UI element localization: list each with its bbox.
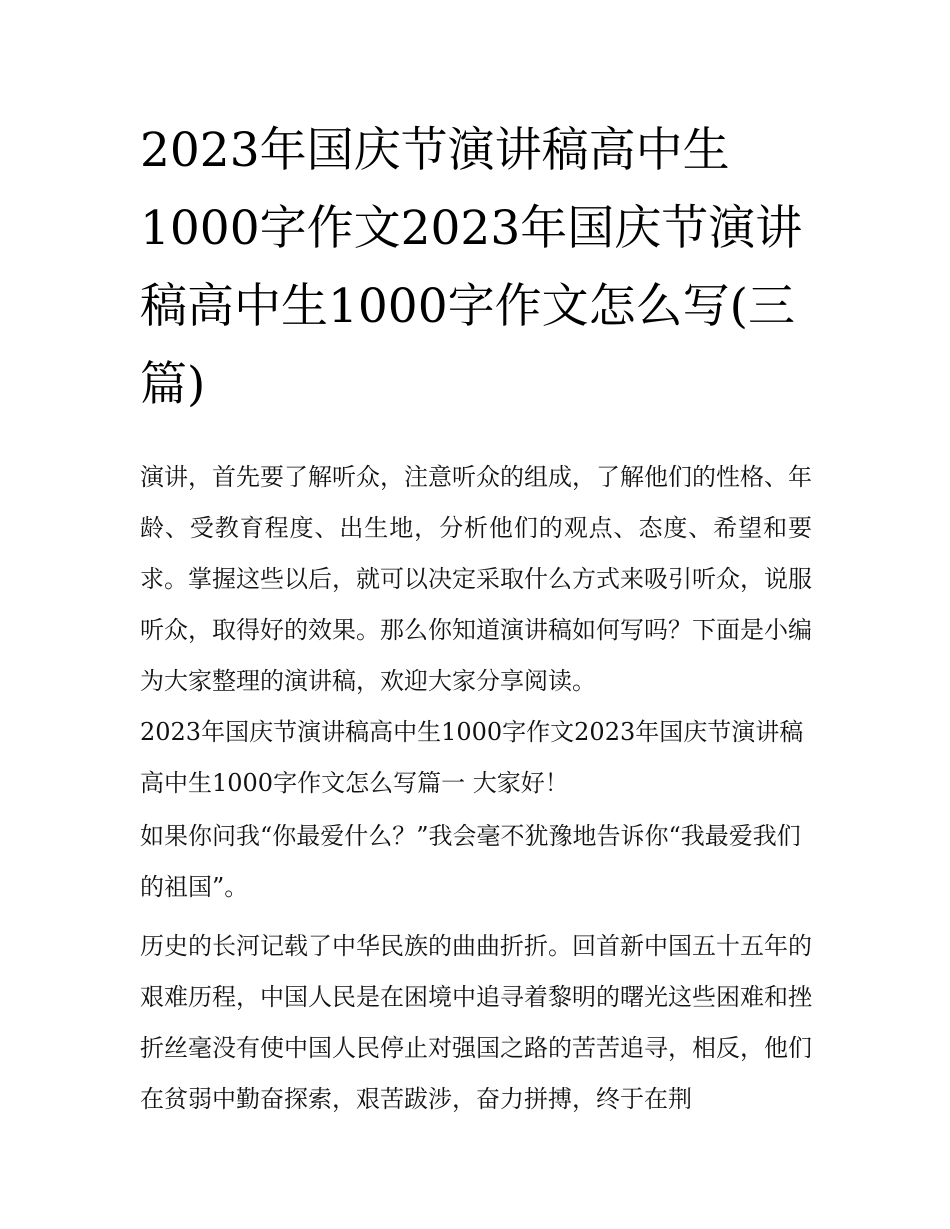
body-paragraph: 历史的长河记载了中华民族的曲曲折折。回首新中国五十五年的艰难历程，中国人民是在困境中追寻着黎明的曙光这些困难和挫折丝毫没有使中国人民停止对强国之路的苦苦追寻，相反，他们在贫弱中勤奋探索，艰苦跋涉，奋力拼搏，终于在荆 [140,932,812,1113]
document-title: 2023年国庆节演讲稿高中生1000字作文2023年国庆节演讲稿高中生1000字作文怎么写(三篇) [140,123,803,412]
quote-paragraph: 如果你问我“你最爱什么？”我会毫不犹豫地告诉你“我最爱我们的祖国”。 [140,822,801,901]
intro-paragraph: 演讲，首先要了解听众，注意听众的组成，了解他们的性格、年龄、受教育程度、出生地，分析他们的观点、态度、希望和要求。掌握这些以后，就可以决定采取什么方式来吸引听众，说服听众，取得好的效果。那么你知道演讲稿如何写吗？下面是小编为大家整理的演讲稿，欢迎大家分享阅读。 [140,463,812,695]
section-heading-paragraph: 2023年国庆节演讲稿高中生1000字作文2023年国庆节演讲稿高中生1000字作文怎么写篇一 大家好！ [140,718,804,797]
document-page [140,112,812,1125]
